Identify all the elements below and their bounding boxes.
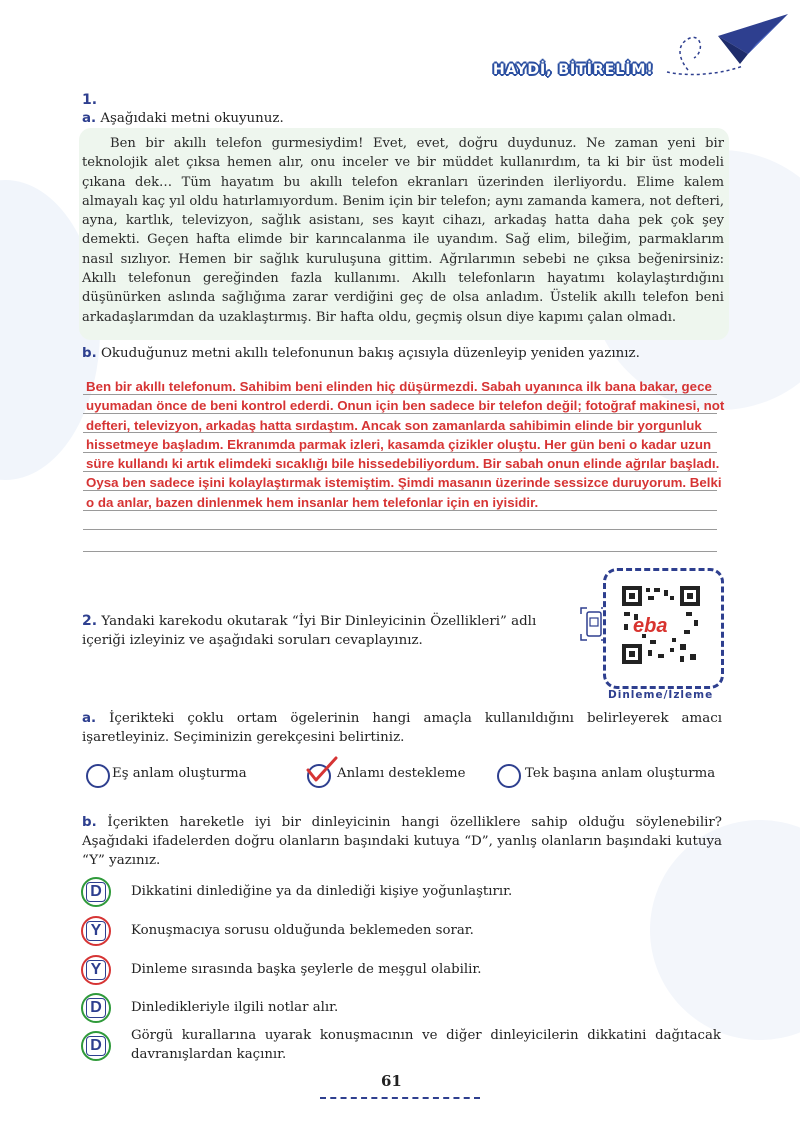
instruction-text: İçerikteki çoklu ortam ögelerinin hangi amaçla kullanıldığını belirleyerek amacı işaretleyiniz. Seçiminizin gerekçesini belirtiniz. bbox=[82, 711, 722, 745]
part-label: a. bbox=[82, 711, 97, 726]
section-banner: HAYDİ, BİTİRELİM! bbox=[493, 62, 654, 78]
answer-box[interactable] bbox=[81, 877, 111, 907]
statement-text: Dinledikleriyle ilgili notlar alır. bbox=[131, 1000, 339, 1015]
statement-text: Dikkatini dinlediğine ya da dinlediği kişiye yoğunlaştırır. bbox=[131, 884, 513, 899]
answer-box[interactable] bbox=[81, 955, 111, 985]
statement-text: Dinleme sırasında başka şeylerle de meşgul olabilir. bbox=[131, 962, 482, 977]
eba-logo: eba bbox=[633, 615, 668, 637]
question-2-intro bbox=[82, 612, 574, 650]
dashed-trail bbox=[665, 58, 745, 78]
option-label: Tek başına anlam oluşturma bbox=[525, 766, 716, 781]
footer-divider bbox=[320, 1097, 480, 1099]
part-label: b. bbox=[82, 346, 97, 361]
checkmark-icon bbox=[302, 756, 338, 784]
answer-line bbox=[83, 529, 717, 530]
question-part-b bbox=[82, 344, 640, 363]
answer-mark: D bbox=[86, 998, 106, 1018]
option-radio[interactable] bbox=[497, 764, 521, 788]
statement-text: Görgü kurallarına uyarak konuşmacının ve diğer dinleyicilerin dikkatini dağıtacak davranışlardan kaçınır. bbox=[131, 1028, 721, 1062]
reading-passage bbox=[82, 134, 724, 327]
passage-text: Ben bir akıllı telefon gurmesiydim! Evet, evet, doğru duydunuz. Ne zaman yeni bir teknolojik alet çıksa hemen alır, onu inceler ve bir müddet kullanırdım, ta ki bir üst modeli çıkana dek… Tüm hayatım bu akıllı telefon ekranları üzerinden ilerliyordu. Elime kalem almayalı kaç yıl oldu hatırlamıyordum. Benim için bir telefon; aynı zamanda kamera, not defteri, ayna, kartlık, televizyon, sağlık asistanı, ses kayıt cihazı, arkadaş hatta daha pek çok şey demekti. Geçen hafta elimde bir karıncalanma ile uyandım. Sağ elim, bileğim, parmaklarım nasıl sızlıyor. Hemen bir sağlık kuruluşuna gittim. Ağrılarımın sebebi ne çıksa beğenirsiniz: Akıllı telefonun gereğinden fazla kullanımı. Akıllı telefonların hayatımı kolaylaştırdığını düşünürken aslında sağlığıma zarar verdiğini geç de olsa anladım. Üstelik akıllı telefon beni arkadaşlarımdan da uzaklaştırmış. Bir hafta oldu, geçmiş olsun diye kapımı çalan olmadı. bbox=[82, 136, 724, 325]
answer-line bbox=[83, 551, 717, 552]
answer-mark: Y bbox=[86, 960, 106, 980]
answer-box[interactable] bbox=[81, 1031, 111, 1061]
instruction-text: Aşağıdaki metni okuyunuz. bbox=[100, 111, 284, 126]
handwritten-answer: Ben bir akıllı telefonum. Sahibim beni elinden hiç düşürmezdi. Sabah uyanınca ilk bana bakar, gece uyumadan önce de beni kontrol ederdi. Onun için ben sadece bir telefon değil; fotoğraf makinesi, not defteri, televizyon, arkadaş hatta sırdaştım. Ancak son zamanlarda sahibimin elinde bir yorgunluk hissetmeye başladım. Ekranımda parmak izleri, kasamda çizikler oluştu. Her gün beni o kadar uzun süre kullandı ki artık elimdeki sıcaklığı bile hissedebiliyordum. Bir sabah onun elinde ağrılar başladı. Oysa ben sadece işini kolaylaştırmak istemiştim. Şimdi masanın üzerinde sessizce duruyorum. Belki o da anlar, bazen dinlenmek hem insanlar hem telefonlar için en iyisidir. bbox=[86, 379, 725, 510]
question-number: 2. bbox=[82, 613, 98, 629]
qr-caption: Dinleme/İzleme bbox=[608, 689, 714, 701]
question-2-part-a bbox=[82, 709, 722, 747]
part-label: a. bbox=[82, 111, 97, 126]
statement-text: Konuşmacıya sorusu olduğunda beklemeden sorar. bbox=[131, 923, 474, 938]
answer-box[interactable] bbox=[81, 916, 111, 946]
option-label: Anlamı destekleme bbox=[337, 766, 466, 781]
question-part-a bbox=[82, 109, 284, 128]
instruction-text: Okuduğunuz metni akıllı telefonunun bakış açısıyla düzenleyip yeniden yazınız. bbox=[100, 346, 640, 361]
instruction-text: İçerikten hareketle iyi bir dinleyicinin hangi özelliklere sahip olduğu söylenebilir? Aşağıdaki ifadelerden doğru olanların başındaki kutuya “D”, yanlış olanların başındaki kutuya “Y” yazınız. bbox=[82, 815, 722, 868]
question-2-part-b bbox=[82, 813, 722, 870]
question-number: 1. bbox=[82, 92, 98, 108]
answer-mark: D bbox=[86, 1036, 106, 1056]
answer-mark: Y bbox=[86, 921, 106, 941]
answer-mark: D bbox=[86, 882, 106, 902]
option-radio[interactable] bbox=[86, 764, 110, 788]
part-label: b. bbox=[82, 815, 97, 830]
page-number: 61 bbox=[381, 1072, 402, 1090]
answer-box[interactable] bbox=[81, 993, 111, 1023]
instruction-text: Yandaki karekodu okutarak “İyi Bir Dinleyicinin Özellikleri” adlı içeriği izleyiniz ve aşağıdaki soruları cevaplayınız. bbox=[82, 614, 537, 648]
option-label: Eş anlam oluşturma bbox=[112, 766, 247, 781]
